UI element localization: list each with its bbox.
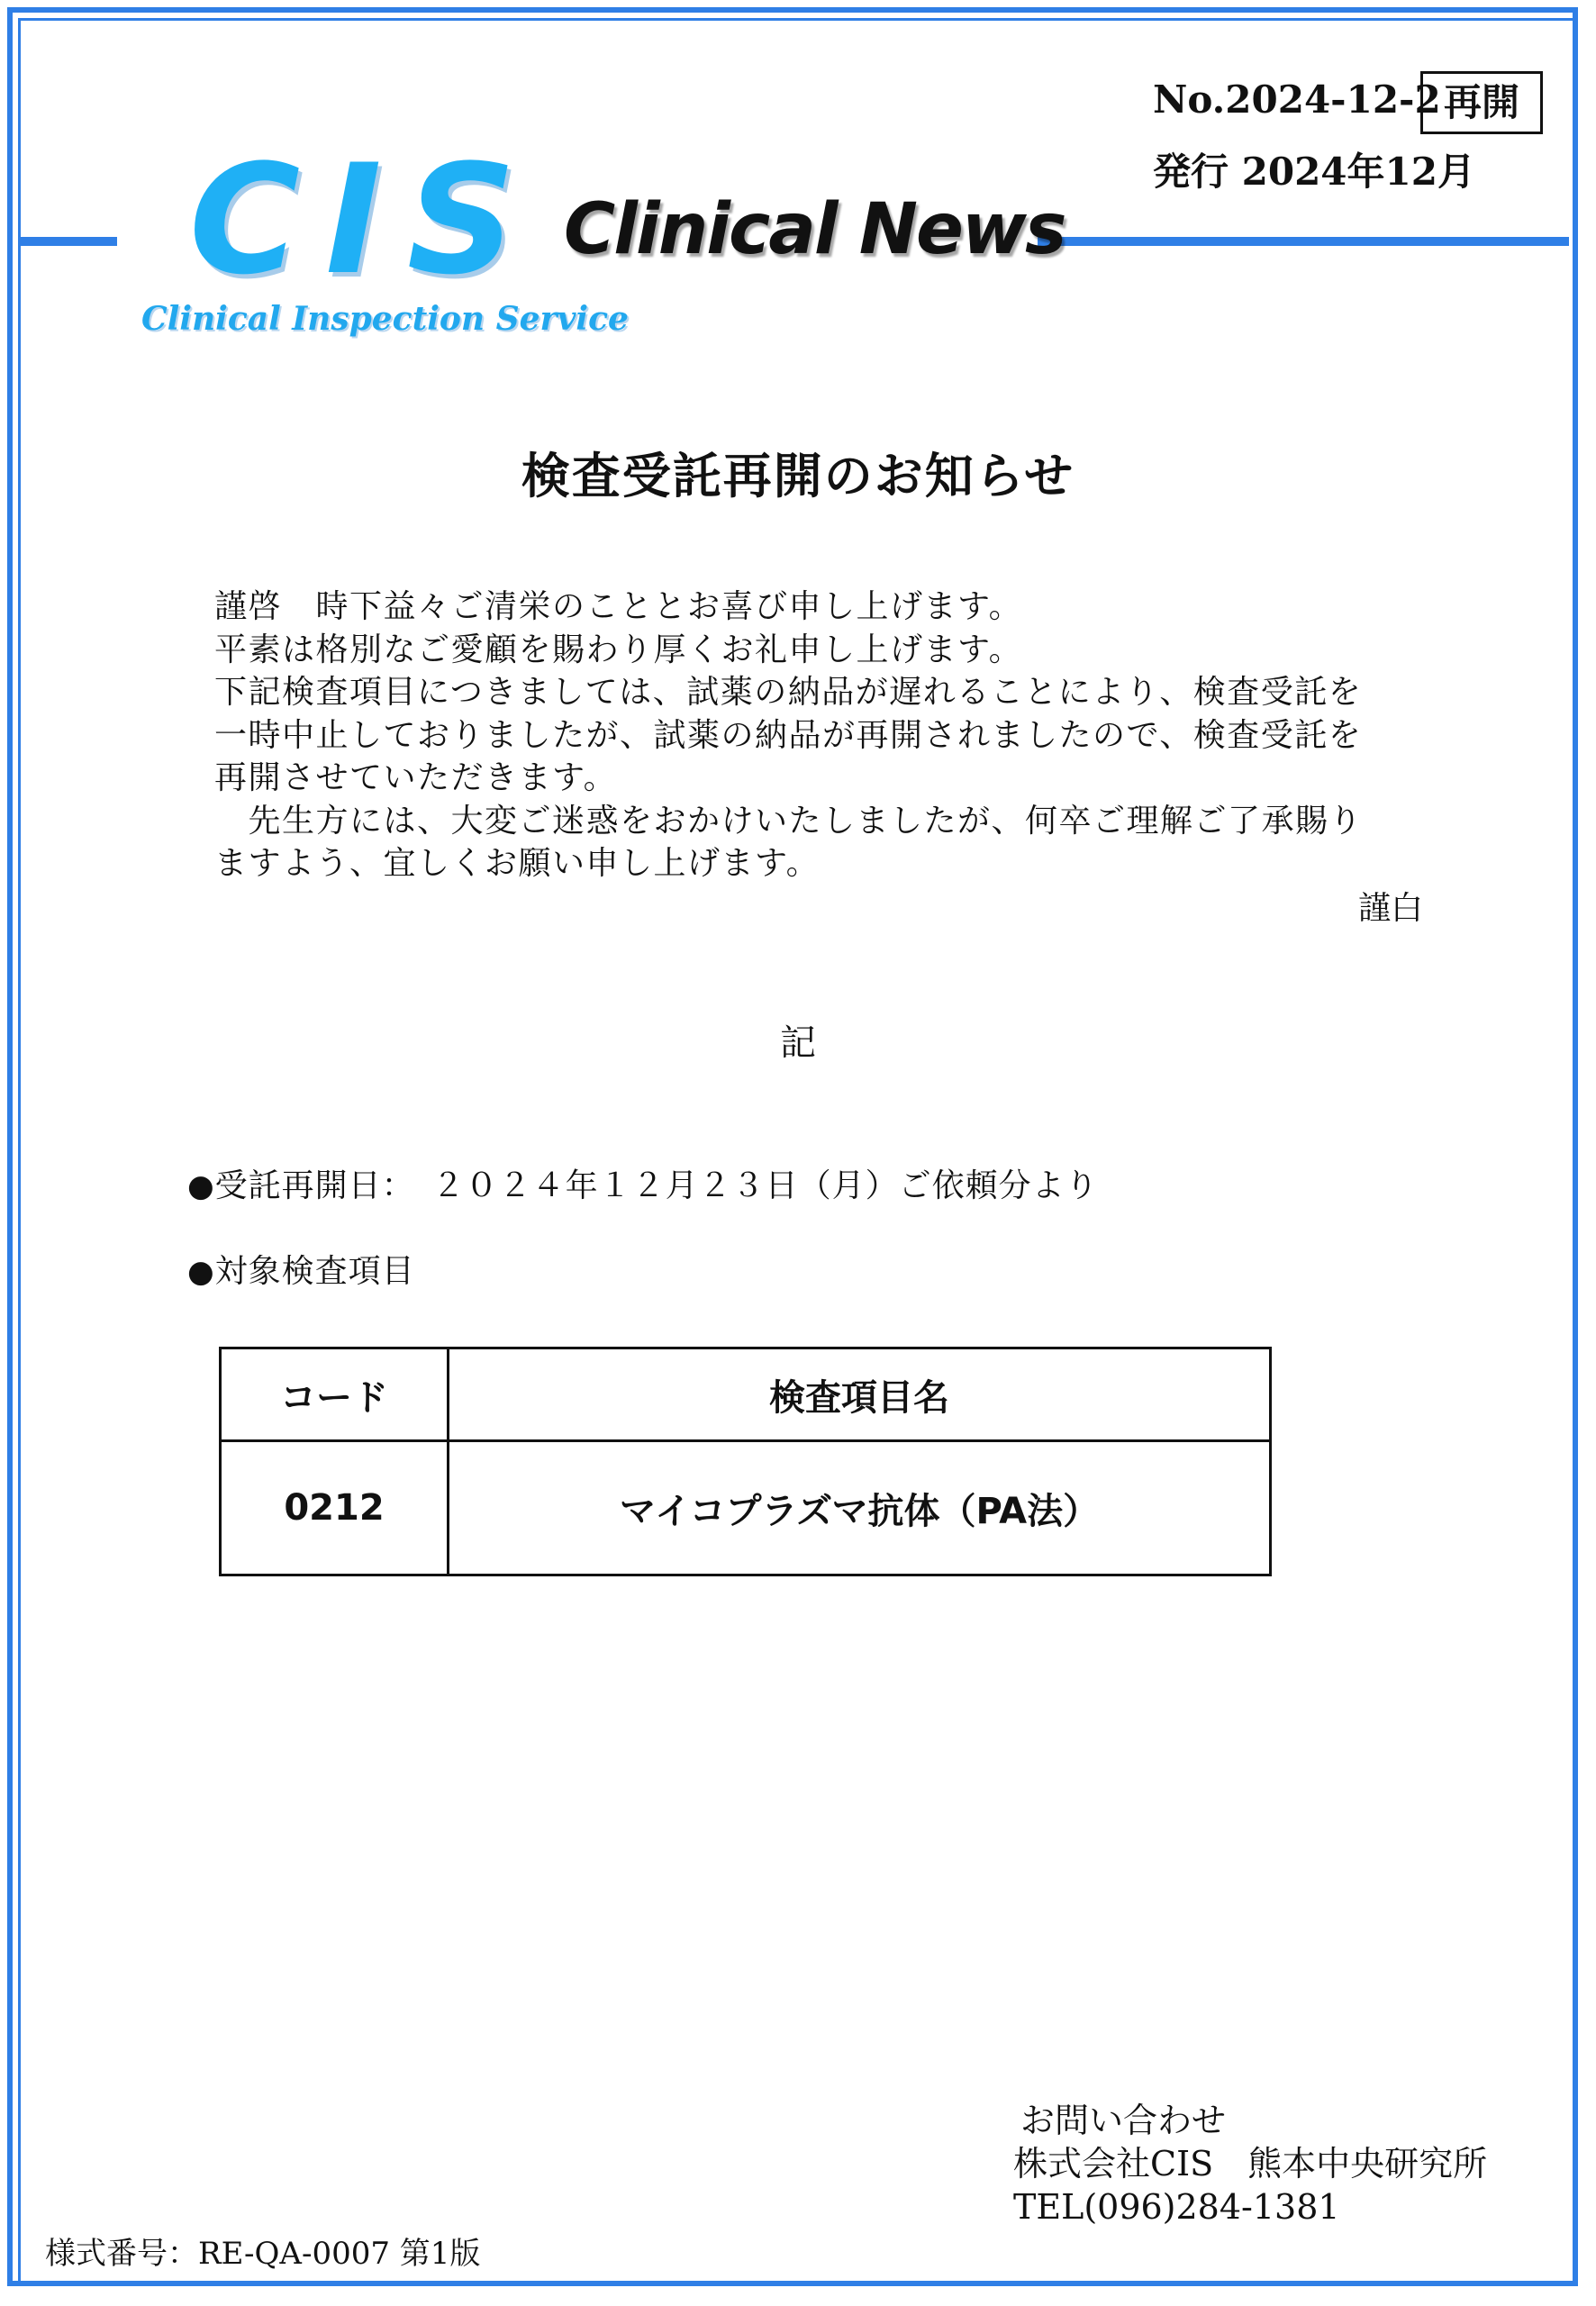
restart-date-text: 受託再開日： ２０２４年１２月２３日（月）ご依頼分より <box>214 1167 1099 1204</box>
body-line: 謹啓 時下益々ご清栄のこととお喜び申し上げます。 <box>214 588 1023 625</box>
cell-test-name: マイコプラズマ抗体（PA法） <box>449 1441 1271 1575</box>
cis-logo: CIS <box>189 132 541 308</box>
document-number: No.2024-12-2 <box>1153 77 1441 122</box>
target-items-line <box>187 1246 415 1292</box>
closing-salutation: 謹白 <box>1357 890 1423 927</box>
ki-heading: 記 <box>780 1022 816 1064</box>
notice-title: 検査受託再開のお知らせ <box>521 447 1075 504</box>
status-badge: 再開 <box>1420 71 1543 134</box>
cell-code: 0212 <box>221 1441 449 1575</box>
page-border-inner <box>18 18 1578 2286</box>
target-items-heading: 対象検査項目 <box>214 1253 415 1290</box>
restart-date-line <box>187 1160 1099 1206</box>
bullet-icon: ● <box>187 1168 215 1204</box>
header-rule-left <box>20 237 117 246</box>
newsletter-title: Clinical News <box>564 189 1066 270</box>
table-row <box>221 1441 1271 1575</box>
body-line: ますよう、宜しくお願い申し上げます。 <box>214 845 821 882</box>
contact-block <box>1013 2099 1487 2229</box>
body-line: 平素は格別なご愛顧を賜わり厚くお礼申し上げます。 <box>214 631 1023 668</box>
column-header-code: コード <box>221 1348 449 1441</box>
contact-heading: お問い合わせ <box>1020 2101 1227 2140</box>
contact-company: 株式会社CIS 熊本中央研究所 <box>1013 2144 1488 2183</box>
body-line: 下記検査項目につきましては、試薬の納品が遅れることにより、検査受託を <box>214 674 1363 711</box>
table-header-row <box>221 1348 1271 1441</box>
notice-body <box>214 586 1421 885</box>
test-items-table <box>219 1347 1272 1576</box>
form-number: 様式番号：RE-QA-0007 第1版 <box>45 2236 481 2272</box>
body-line: 一時中止しておりましたが、試薬の納品が再開されましたので、検査受託を <box>214 716 1363 754</box>
body-line: 先生方には、大変ご迷惑をおかけいたしましたが、何卒ご理解ご了承賜り <box>214 802 1364 840</box>
issue-date: 発行 2024年12月 <box>1153 150 1475 194</box>
header-rule-right <box>1038 237 1569 246</box>
contact-tel: TEL(096)284-1381 <box>1013 2187 1340 2227</box>
logo-subtitle: Clinical Inspection Service <box>141 300 629 338</box>
column-header-test-name: 検査項目名 <box>449 1348 1271 1441</box>
body-line: 再開させていただきます。 <box>214 759 618 796</box>
bullet-icon: ● <box>187 1254 215 1290</box>
